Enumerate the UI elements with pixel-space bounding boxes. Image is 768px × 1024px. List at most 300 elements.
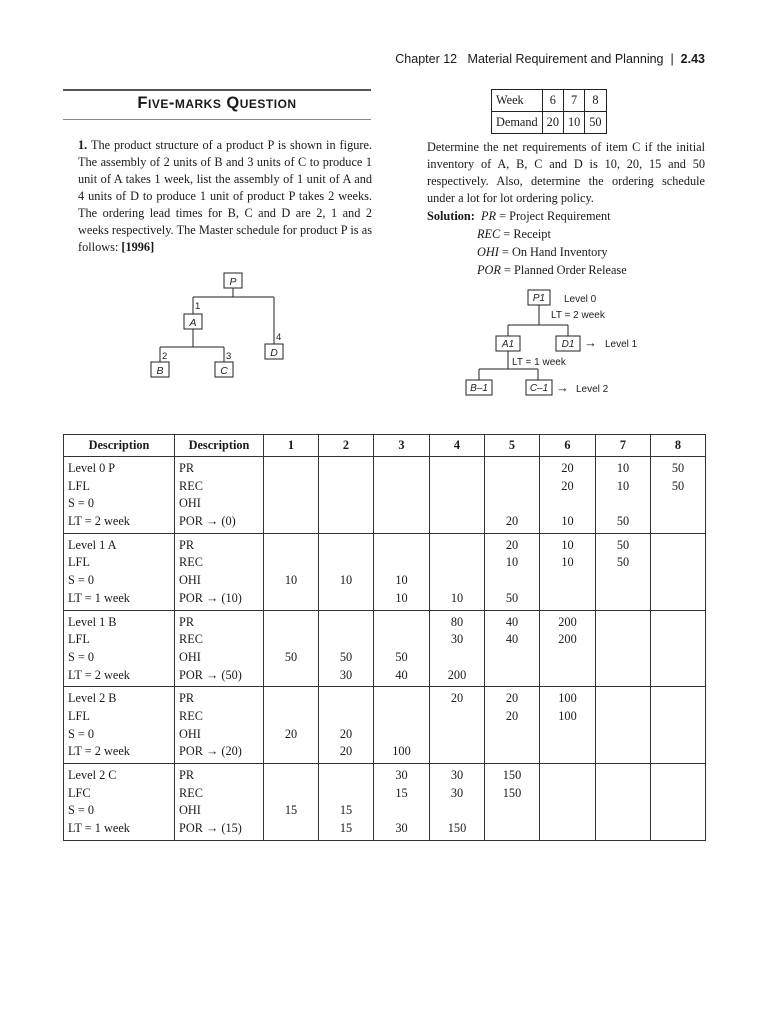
mrp-cell-line: S = 0 xyxy=(68,649,95,664)
mrp-cell-line: LT = 2 week xyxy=(68,514,130,529)
chapter-title: Material Requirement and Planning xyxy=(467,52,664,66)
mrp-cell-line: 15 xyxy=(284,803,298,818)
mrp-week-cell xyxy=(374,457,430,534)
mrp-cell-line xyxy=(651,820,705,838)
mrp-cell-line xyxy=(430,743,484,761)
mrp-cell-line xyxy=(319,767,373,785)
mrp-cell-line xyxy=(430,460,484,478)
mrp-week-cell xyxy=(540,533,596,610)
mrp-cell-line xyxy=(264,631,318,649)
mrp-cell-line xyxy=(540,495,595,513)
problem-year: [1996] xyxy=(121,240,155,254)
mrp-cell-line: LT = 2 week xyxy=(68,744,130,759)
header-separator: | xyxy=(670,52,674,66)
mrp-cell-line xyxy=(485,478,539,496)
mrp-row xyxy=(64,533,706,610)
mrp-cell-line xyxy=(264,690,318,708)
mrp-cell-line: 100 xyxy=(558,708,577,723)
mrp-cell-line xyxy=(430,554,484,572)
mrp-cell-line xyxy=(430,513,484,531)
mrp-week-cell xyxy=(430,533,485,610)
mrp-cell-line: POR → (50) xyxy=(179,667,242,682)
mrp-week-cell xyxy=(651,533,706,610)
mrp-week-cell xyxy=(430,457,485,534)
mrp-cell-line xyxy=(264,478,318,496)
mrp-cell-line xyxy=(651,649,705,667)
mrp-cell-line: 200 xyxy=(558,614,577,629)
mrp-cell-line xyxy=(319,708,373,726)
mrp-cell-line: PR xyxy=(179,461,195,475)
mrp-row xyxy=(64,687,706,764)
def-meaning: = Planned Order Release xyxy=(500,263,627,277)
mrp-cell-line: Level 0 P xyxy=(68,461,116,475)
demand-cell: 50 xyxy=(585,112,606,134)
mrp-cell-line: POR → (10) xyxy=(179,590,242,605)
mrp-week-cell xyxy=(374,764,430,841)
mrp-cell-line xyxy=(651,743,705,761)
mrp-cell-line xyxy=(485,743,539,761)
mrp-item-description xyxy=(64,687,175,764)
mrp-week-cell xyxy=(485,687,540,764)
mrp-week-cell xyxy=(319,764,374,841)
mrp-week-cell xyxy=(430,610,485,687)
mrp-header-cell: 1 xyxy=(264,435,319,457)
mrp-cell-line xyxy=(596,649,650,667)
node-d1-label: D1 xyxy=(561,339,575,350)
def-abbr: REC xyxy=(477,227,501,241)
def-abbr: PR xyxy=(481,209,497,223)
product-structure-diagram xyxy=(140,268,300,383)
mrp-cell-line xyxy=(596,785,650,803)
week-label: Week xyxy=(492,90,543,112)
mrp-week-cell xyxy=(651,687,706,764)
mrp-cell-line xyxy=(651,554,705,572)
mrp-cell-line: 50 xyxy=(671,461,685,475)
node-b1-label: B–1 xyxy=(470,383,488,394)
solution-label: Solution: xyxy=(427,209,475,223)
mrp-cell-line xyxy=(319,631,373,649)
solution-line xyxy=(427,243,717,261)
demand-row xyxy=(492,112,607,134)
mrp-cell-line xyxy=(540,785,595,803)
mrp-cell-line xyxy=(374,460,429,478)
mrp-cell-line: 50 xyxy=(339,649,353,664)
mrp-week-cell xyxy=(430,687,485,764)
mrp-cell-line xyxy=(430,537,484,555)
mrp-cell-line: OHI xyxy=(179,649,201,664)
mrp-cell-line: 20 xyxy=(561,461,574,475)
week-cell: 6 xyxy=(542,90,563,112)
mrp-cell-line: 50 xyxy=(616,555,630,570)
mrp-cell-line: 20 xyxy=(505,708,519,723)
mrp-cell-line xyxy=(651,513,705,531)
mrp-cell-line xyxy=(540,590,595,608)
mrp-cell-line: POR → (20) xyxy=(179,744,242,759)
mrp-week-cell xyxy=(540,687,596,764)
mrp-cell-line xyxy=(264,767,318,785)
mrp-cell-line xyxy=(430,708,484,726)
mrp-week-cell xyxy=(374,687,430,764)
mrp-cell-line xyxy=(264,667,318,685)
mrp-cell-line xyxy=(374,478,429,496)
qty-d: 4 xyxy=(276,332,282,343)
mrp-cell-line xyxy=(596,495,650,513)
mrp-cell-line xyxy=(319,590,373,608)
mrp-cell-line: LFC xyxy=(68,785,91,800)
mrp-cell-line xyxy=(596,631,650,649)
mrp-cell-line xyxy=(319,460,373,478)
mrp-cell-line: OHI xyxy=(179,726,201,741)
node-c1-label: C–1 xyxy=(529,383,549,394)
mrp-cell-line xyxy=(374,690,429,708)
mrp-cell-line: 15 xyxy=(395,785,408,800)
mrp-record-types xyxy=(175,764,264,841)
mrp-week-cell xyxy=(374,533,430,610)
mrp-cell-line xyxy=(264,513,318,531)
mrp-cell-line xyxy=(374,537,429,555)
mrp-cell-line: 200 xyxy=(447,667,467,682)
mrp-cell-line: LFL xyxy=(68,478,90,493)
mrp-week-cell xyxy=(485,457,540,534)
running-head xyxy=(395,52,705,66)
mrp-cell-line: 15 xyxy=(339,803,353,818)
node-b-label: B xyxy=(156,365,164,377)
mrp-week-cell xyxy=(540,610,596,687)
def-meaning: = On Hand Inventory xyxy=(498,245,608,259)
mrp-cell-line: REC xyxy=(179,555,203,570)
week-row xyxy=(492,90,607,112)
mrp-cell-line: REC xyxy=(179,478,203,493)
mrp-cell-line xyxy=(319,614,373,632)
mrp-week-cell xyxy=(319,687,374,764)
mrp-cell-line: LFL xyxy=(68,632,90,647)
mrp-row xyxy=(64,610,706,687)
mrp-cell-line: 15 xyxy=(339,821,353,836)
mrp-cell-line: 10 xyxy=(561,537,574,552)
lt-2-week-label: LT = 2 week xyxy=(551,310,605,321)
node-d-label: D xyxy=(270,347,278,359)
mrp-header-cell: 6 xyxy=(540,435,596,457)
mrp-cell-line xyxy=(596,690,650,708)
mrp-cell-line: 10 xyxy=(395,573,408,588)
mrp-week-cell xyxy=(651,457,706,534)
mrp-cell-line xyxy=(319,478,373,496)
mrp-cell-line: 50 xyxy=(616,537,630,552)
mrp-cell-line xyxy=(485,495,539,513)
mrp-item-description xyxy=(64,610,175,687)
node-c-label: C xyxy=(220,365,228,377)
mrp-header-row xyxy=(64,435,706,457)
mrp-cell-line: REC xyxy=(179,708,203,723)
mrp-week-cell xyxy=(264,533,319,610)
mrp-cell-line xyxy=(374,802,429,820)
mrp-cell-line: POR → (15) xyxy=(179,821,242,836)
mrp-cell-line xyxy=(651,495,705,513)
mrp-cell-line xyxy=(264,495,318,513)
mrp-cell-line xyxy=(596,572,650,590)
mrp-week-cell xyxy=(430,764,485,841)
mrp-item-description xyxy=(64,457,175,534)
mrp-week-cell xyxy=(651,764,706,841)
section-rule-bottom xyxy=(63,119,371,120)
mrp-cell-line xyxy=(319,554,373,572)
mrp-cell-line xyxy=(485,460,539,478)
mrp-cell-line: PR xyxy=(179,537,195,552)
mrp-cell-line xyxy=(319,537,373,555)
mrp-week-cell xyxy=(319,610,374,687)
mrp-cell-line xyxy=(264,590,318,608)
mrp-cell-line: 40 xyxy=(505,632,519,647)
def-abbr: POR xyxy=(477,263,501,277)
def-meaning: = Project Requirement xyxy=(496,209,611,223)
mrp-cell-line xyxy=(540,820,595,838)
mrp-cell-line xyxy=(651,708,705,726)
mrp-week-cell xyxy=(374,610,430,687)
qty-c: 3 xyxy=(226,351,232,362)
mrp-cell-line xyxy=(319,495,373,513)
def-meaning: = Receipt xyxy=(500,227,551,241)
mrp-row xyxy=(64,457,706,534)
mrp-cell-line xyxy=(651,590,705,608)
mrp-week-cell xyxy=(596,610,651,687)
mrp-cell-line xyxy=(596,614,650,632)
mrp-cell-line: 30 xyxy=(450,632,464,647)
level-1-arrow: → xyxy=(584,335,597,350)
mrp-cell-line xyxy=(651,767,705,785)
mrp-cell-line xyxy=(264,785,318,803)
def-abbr: OHI xyxy=(477,245,499,259)
mrp-cell-line: 50 xyxy=(284,649,298,664)
mrp-table xyxy=(63,434,706,841)
mrp-cell-line xyxy=(596,708,650,726)
mrp-cell-line: 50 xyxy=(395,649,408,664)
mrp-cell-line: S = 0 xyxy=(68,803,95,818)
mrp-cell-line xyxy=(540,572,595,590)
mrp-cell-line: 10 xyxy=(561,555,574,570)
master-schedule-table xyxy=(491,89,607,134)
mrp-cell-line xyxy=(430,802,484,820)
mrp-cell-line: 80 xyxy=(450,614,464,629)
mrp-cell-line xyxy=(264,743,318,761)
mrp-week-cell xyxy=(264,687,319,764)
mrp-record-types xyxy=(175,533,264,610)
problem-number: 1. xyxy=(78,138,88,152)
mrp-cell-line: LT = 1 week xyxy=(68,821,130,836)
mrp-item-description xyxy=(64,764,175,841)
mrp-cell-line xyxy=(651,785,705,803)
task-statement: Determine the net requirements of item C if the initial inventory of A, B, C and D is 10, 20, 15 and 50 respectively. Also, determine the ordering schedule under a lot for lot ordering policy. xyxy=(427,140,705,205)
mrp-record-types xyxy=(175,687,264,764)
lt-1-week-label: LT = 1 week xyxy=(512,357,566,368)
mrp-cell-line: 20 xyxy=(505,537,519,552)
mrp-cell-line xyxy=(651,726,705,744)
mrp-week-cell xyxy=(264,764,319,841)
mrp-cell-line xyxy=(264,554,318,572)
mrp-header-cell: 7 xyxy=(596,435,651,457)
mrp-cell-line: 30 xyxy=(450,768,464,782)
level-0-label: Level 0 xyxy=(564,294,597,305)
mrp-cell-line xyxy=(319,785,373,803)
mrp-cell-line xyxy=(430,649,484,667)
mrp-cell-line: 40 xyxy=(505,614,519,629)
mrp-cell-line: PR xyxy=(179,691,195,706)
mrp-week-cell xyxy=(596,764,651,841)
mrp-cell-line xyxy=(596,590,650,608)
node-a-label: A xyxy=(189,317,197,329)
mrp-cell-line: 10 xyxy=(616,478,630,493)
mrp-cell-line: Level 1 A xyxy=(68,537,117,552)
mrp-cell-line: Level 2 B xyxy=(68,691,117,706)
mrp-week-cell xyxy=(651,610,706,687)
page-number: 2.43 xyxy=(680,52,705,66)
mrp-week-cell xyxy=(319,457,374,534)
mrp-cell-line xyxy=(374,708,429,726)
mrp-header-cell: 5 xyxy=(485,435,540,457)
mrp-header-cell: Description xyxy=(175,435,264,457)
mrp-cell-line: LFL xyxy=(68,555,90,570)
mrp-cell-line xyxy=(430,572,484,590)
mrp-cell-line: 30 xyxy=(395,768,408,782)
mrp-cell-line: 10 xyxy=(561,514,574,529)
mrp-cell-line: 50 xyxy=(505,590,519,605)
mrp-cell-line xyxy=(596,820,650,838)
level-diagram xyxy=(460,284,660,399)
mrp-cell-line: OHI xyxy=(179,803,201,818)
mrp-cell-line: LT = 1 week xyxy=(68,590,130,605)
mrp-body xyxy=(64,457,706,841)
mrp-cell-line xyxy=(374,554,429,572)
mrp-cell-line: POR → (0) xyxy=(179,514,236,529)
mrp-cell-line xyxy=(430,495,484,513)
mrp-header-cell: 3 xyxy=(374,435,430,457)
mrp-cell-line xyxy=(264,614,318,632)
mrp-cell-line xyxy=(651,537,705,555)
mrp-week-cell xyxy=(264,457,319,534)
mrp-cell-line: Level 1 B xyxy=(68,614,117,629)
mrp-cell-line xyxy=(651,802,705,820)
problem-statement xyxy=(78,137,372,256)
mrp-cell-line: 20 xyxy=(284,726,298,741)
mrp-cell-line xyxy=(651,631,705,649)
mrp-cell-line xyxy=(430,478,484,496)
mrp-cell-line: 150 xyxy=(502,768,522,782)
mrp-cell-line xyxy=(374,614,429,632)
mrp-cell-line: OHI xyxy=(179,496,201,511)
mrp-week-cell xyxy=(485,764,540,841)
mrp-cell-line xyxy=(374,726,429,744)
mrp-cell-line xyxy=(540,767,595,785)
mrp-cell-line: 10 xyxy=(616,461,630,475)
mrp-cell-line: 20 xyxy=(505,514,519,529)
mrp-cell-line: S = 0 xyxy=(68,573,95,588)
mrp-cell-line xyxy=(264,537,318,555)
mrp-cell-line xyxy=(485,802,539,820)
mrp-cell-line: PR xyxy=(179,768,195,782)
mrp-cell-line: 50 xyxy=(671,478,685,493)
mrp-cell-line: 10 xyxy=(395,590,408,605)
mrp-cell-line xyxy=(485,667,539,685)
mrp-cell-line xyxy=(430,726,484,744)
mrp-cell-line: REC xyxy=(179,632,203,647)
solution-block xyxy=(427,207,717,279)
mrp-record-types xyxy=(175,610,264,687)
mrp-cell-line xyxy=(596,667,650,685)
mrp-cell-line xyxy=(374,513,429,531)
mrp-cell-line xyxy=(596,802,650,820)
mrp-cell-line: Level 2 C xyxy=(68,768,117,782)
mrp-row xyxy=(64,764,706,841)
mrp-cell-line: 30 xyxy=(395,821,408,836)
section-title: Five-marks Question xyxy=(137,94,297,112)
demand-label: Demand xyxy=(492,112,543,134)
mrp-cell-line xyxy=(264,708,318,726)
mrp-cell-line xyxy=(540,649,595,667)
mrp-week-cell xyxy=(540,457,596,534)
mrp-cell-line: 50 xyxy=(616,514,630,529)
mrp-cell-line xyxy=(264,820,318,838)
mrp-cell-line: 10 xyxy=(339,573,353,588)
mrp-cell-line: 30 xyxy=(450,785,464,800)
solution-line xyxy=(427,207,717,225)
mrp-header-cell: 4 xyxy=(430,435,485,457)
mrp-cell-line: 200 xyxy=(558,632,577,647)
week-cell: 8 xyxy=(585,90,606,112)
mrp-week-cell xyxy=(596,457,651,534)
mrp-cell-line: 10 xyxy=(450,590,464,605)
mrp-cell-line: OHI xyxy=(179,573,201,588)
mrp-header-cell: 8 xyxy=(651,435,706,457)
mrp-cell-line: LT = 2 week xyxy=(68,667,130,682)
mrp-week-cell xyxy=(264,610,319,687)
mrp-cell-line: S = 0 xyxy=(68,496,95,511)
mrp-cell-line: 30 xyxy=(339,667,353,682)
mrp-week-cell xyxy=(485,610,540,687)
mrp-header-cell: Description xyxy=(64,435,175,457)
mrp-cell-line xyxy=(540,743,595,761)
qty-a: 1 xyxy=(195,301,201,312)
qty-b: 2 xyxy=(162,351,168,362)
mrp-cell-line: REC xyxy=(179,785,203,800)
mrp-cell-line: PR xyxy=(179,614,195,629)
mrp-week-cell xyxy=(596,533,651,610)
mrp-cell-line xyxy=(540,667,595,685)
mrp-cell-line xyxy=(651,572,705,590)
mrp-week-cell xyxy=(485,533,540,610)
mrp-cell-line: 20 xyxy=(339,744,353,759)
solution-line xyxy=(427,261,717,279)
mrp-cell-line xyxy=(540,726,595,744)
mrp-cell-line: 20 xyxy=(561,478,574,493)
mrp-cell-line xyxy=(264,460,318,478)
mrp-week-cell xyxy=(319,533,374,610)
chapter-label: Chapter 12 xyxy=(395,52,458,66)
mrp-cell-line xyxy=(596,767,650,785)
demand-cell: 10 xyxy=(563,112,584,134)
week-cell: 7 xyxy=(563,90,584,112)
node-p1-label: P1 xyxy=(532,293,546,304)
mrp-header-cell: 2 xyxy=(319,435,374,457)
mrp-cell-line: 10 xyxy=(284,573,298,588)
section-rule-top xyxy=(63,89,371,91)
mrp-cell-line xyxy=(485,820,539,838)
mrp-cell-line: 100 xyxy=(558,691,577,706)
node-a1-label: A1 xyxy=(501,339,515,350)
mrp-cell-line xyxy=(485,572,539,590)
demand-cell: 20 xyxy=(542,112,563,134)
node-p-label: P xyxy=(229,276,237,288)
mrp-cell-line xyxy=(485,726,539,744)
mrp-cell-line: LFL xyxy=(68,708,90,723)
